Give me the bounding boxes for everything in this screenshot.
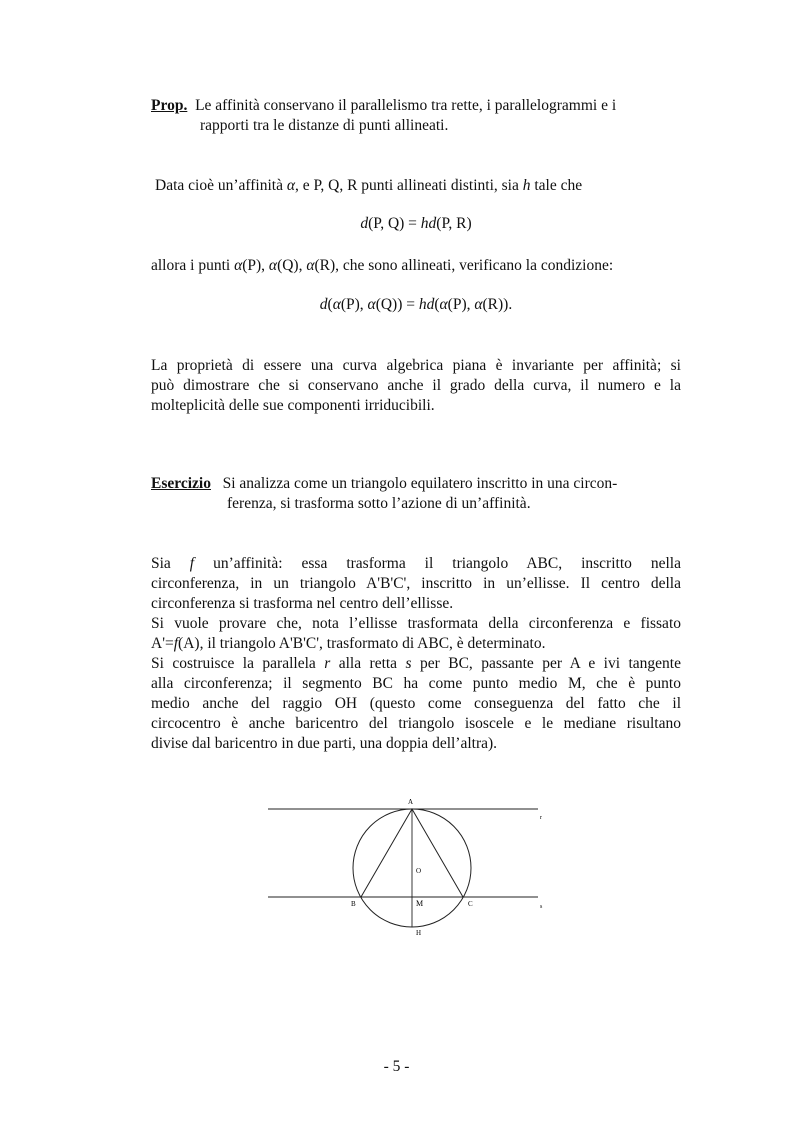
label-b: B (351, 900, 356, 908)
alpha-symbol: α (332, 296, 341, 313)
eq2-text: (R)). (482, 296, 513, 313)
label-s: s (540, 904, 543, 910)
sia-text: (A), il triangolo A'B'C', trasformato di ABC, è determinato. (178, 635, 546, 652)
eq2-text: (P), (340, 296, 368, 313)
alpha-symbol: α (439, 296, 448, 313)
prop-label: Prop. (151, 97, 188, 114)
sia-line-6 (151, 654, 681, 674)
data-intro-text: Data cioè un’affinità (155, 177, 287, 194)
eq2-text: (P), (447, 296, 475, 313)
sia-line-9: circocentro è anche baricentro del triangolo isoscele e le mediane risultano (151, 715, 681, 732)
allora-text: (P), (242, 257, 269, 274)
data-intro-text-3: tale che (530, 177, 583, 194)
curva-paragraph (151, 356, 681, 416)
allora-text: allora i punti (151, 257, 235, 274)
alpha-symbol: α (367, 296, 376, 313)
eq1-h: h (420, 215, 429, 232)
sia-text: Sia (151, 555, 190, 572)
eq1-d2: d (428, 215, 437, 232)
alpha-symbol: α (234, 257, 243, 274)
alpha-symbol: α (268, 257, 278, 274)
h-symbol: h (522, 177, 531, 194)
allora-line (151, 256, 691, 276)
label-a: A (408, 798, 414, 806)
sia-line-2: circonferenza, in un triangolo A'B'C', inscritto in un’ellisse. Il centro della (151, 575, 681, 592)
sia-line-4: Si vuole provare che, nota l’ellisse trasformata della circonferenza e fissato (151, 615, 681, 632)
prop-line-1: Le affinità conservano il parallelismo tra rette, i parallelogrammi e i (195, 97, 617, 114)
curva-line-3: molteplicità delle sue componenti irriducibili. (151, 397, 435, 414)
sia-line-1 (151, 554, 681, 574)
esercizio-paragraph (151, 474, 691, 514)
sia-text: un’affinità: essa trasforma il triangolo ABC, inscritto nella (194, 555, 681, 572)
sia-line-3: circonferenza si trasforma nel centro dell’ellisse. (151, 595, 454, 612)
sia-text: Si costruisce la parallela (151, 655, 325, 672)
sia-text: per BC, passante per A e ivi tangente (411, 655, 681, 672)
sia-line-8: medio anche del raggio OH (questo come conseguenza del fatto che il (151, 695, 681, 712)
geometry-figure (260, 790, 560, 950)
eq2-text: ( (327, 296, 333, 313)
page-number: - 5 - (383, 1058, 410, 1075)
sia-line-10: divise dal baricentro in due parti, una doppia dell’altra). (151, 735, 498, 752)
sia-line-5 (151, 634, 681, 654)
eq2-d2: d (426, 296, 435, 313)
sia-text: alla retta (330, 655, 406, 672)
eq1-text-2: (P, R) (436, 215, 472, 232)
eq2-h: h (418, 296, 427, 313)
label-h: H (416, 929, 422, 937)
equation-1 (151, 215, 681, 233)
f-symbol: f (173, 635, 179, 652)
alpha-symbol: α (306, 257, 315, 274)
curva-line-1: La proprietà di essere una curva algebrica piana è invariante per affinità; si (151, 357, 681, 374)
data-intro-text-2: , e P, Q, R punti allineati distinti, sia (294, 177, 523, 194)
curva-line-2: può dimostrare che si conservano anche il grado della curva, il numero e la (151, 377, 681, 394)
label-r: r (540, 815, 542, 821)
label-o: O (416, 867, 422, 875)
sia-text: A'= (151, 635, 174, 652)
alpha-symbol: α (286, 177, 295, 194)
prop-paragraph (151, 96, 691, 136)
eq2-text: ( (434, 296, 440, 313)
esercizio-label: Esercizio (151, 475, 211, 492)
equation-2 (151, 296, 681, 314)
allora-text: (R), che sono allineati, verificano la condizione: (314, 257, 614, 274)
eq2-text: (Q)) = (375, 296, 419, 313)
eq1-d: d (360, 215, 369, 232)
data-intro (155, 176, 695, 196)
f-symbol: f (189, 555, 195, 572)
r-symbol: r (324, 655, 331, 672)
eq2-d: d (319, 296, 328, 313)
label-m: M (416, 899, 424, 908)
prop-line-2: rapporti tra le distanze di punti allineati. (200, 117, 449, 134)
s-symbol: s (405, 655, 412, 672)
sia-paragraph (151, 554, 681, 754)
eq1-text: (P, Q) = (368, 215, 421, 232)
esercizio-line-1: Si analizza come un triangolo equilatero inscritto in una circon- (222, 475, 618, 492)
alpha-symbol: α (474, 296, 483, 313)
sia-line-7: alla circonferenza; il segmento BC ha come punto medio M, che è punto (151, 675, 681, 692)
allora-text: (Q), (277, 257, 307, 274)
esercizio-line-2: ferenza, si trasforma sotto l’azione di un’affinità. (227, 495, 531, 512)
label-c: C (468, 900, 473, 908)
